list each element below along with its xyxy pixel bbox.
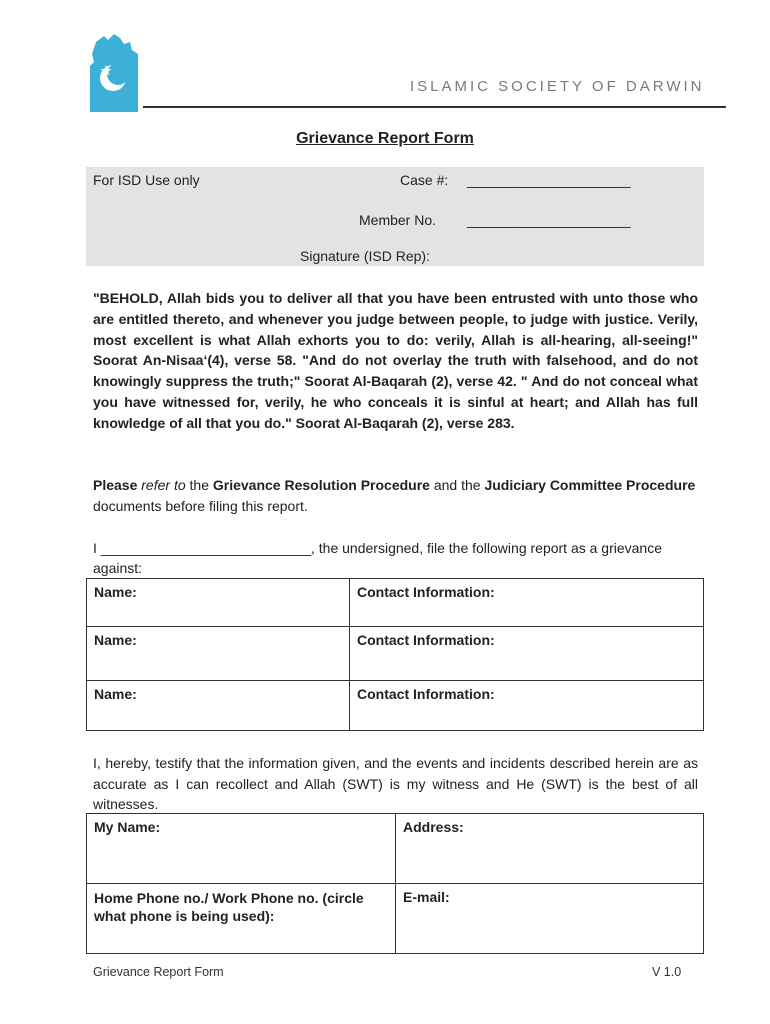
footer-version: V 1.0 — [652, 965, 682, 979]
member-number-label: Member No. — [359, 212, 437, 228]
refer-to-text: refer to — [141, 477, 186, 493]
please-word: Please — [93, 477, 138, 493]
table-row — [87, 814, 704, 884]
i-prefix: I — [93, 540, 97, 556]
email-cell[interactable]: E-mail: — [396, 884, 704, 954]
respondent-name-cell[interactable]: Name: — [87, 579, 350, 627]
respondent-contact-cell[interactable]: Contact Information: — [350, 627, 704, 681]
testimony-paragraph: I, hereby, testify that the information given, and the events and incidents described herein are as accurate as I can recollect and Allah (SWT) is my witness and He (SWT) is the best of all witnesses. — [93, 755, 698, 812]
isd-use-label: For ISD Use only — [93, 172, 200, 188]
organization-name: ISLAMIC SOCIETY OF DARWIN — [410, 78, 705, 95]
undersigned-suffix: , the undersigned, file the following report as a grievance against: — [93, 540, 663, 576]
complainant-details-table — [86, 813, 704, 954]
quran-quote-paragraph: "BEHOLD, Allah bids you to deliver all that you have been entrusted with unto those who are entitled thereto, and whenever you judge between people, to judge with justice. Verily, most excellent is what Allah exhorts you to do: verily, Allah is all-hearing, all-seeing!" Soorat An-Nisaa‘(4), verse 58. "And do not overlay the truth with falsehood, and do not knowingly suppress the truth;" Soorat Al-Baqarah (2), verse 42. " And do not conceal what you have witnessed for, verily, he who conceals it is sinful at heart; and Allah has full knowledge of all that you do." Soorat Al-Baqarah (2), verse 283. — [93, 290, 698, 431]
grievance-procedure-reference: Grievance Resolution Procedure — [212, 477, 430, 493]
northern-territory-crescent-star-logo-icon — [86, 32, 142, 112]
respondent-table — [86, 578, 704, 731]
complainant-name-field[interactable]: ___________________________ — [100, 540, 312, 556]
respondent-name-cell[interactable]: Name: — [87, 627, 350, 681]
judiciary-procedure-reference: Judiciary Committee Procedure — [484, 477, 696, 493]
footer-document-title: Grievance Report Form — [93, 965, 224, 979]
respondent-contact-cell[interactable]: Contact Information: — [350, 681, 704, 731]
address-cell[interactable]: Address: — [396, 814, 704, 884]
case-number-field[interactable]: _____________________ — [467, 172, 631, 188]
table-row — [87, 627, 704, 681]
and-the-text: and the — [433, 477, 481, 493]
member-number-field[interactable]: _____________________ — [467, 212, 631, 228]
undersigned-statement — [93, 538, 698, 578]
documents-before-filing-text: documents before filing this report. — [93, 497, 308, 514]
my-name-cell[interactable]: My Name: — [87, 814, 396, 884]
procedure-reference-paragraph — [93, 475, 698, 516]
form-title: Grievance Report Form — [296, 130, 474, 147]
table-row — [87, 884, 704, 954]
case-number-label: Case #: — [400, 172, 449, 188]
table-row — [87, 579, 704, 627]
isd-rep-signature-label: Signature (ISD Rep): — [300, 248, 430, 264]
the-text: the — [189, 477, 209, 493]
header-divider — [143, 106, 726, 108]
table-row — [87, 681, 704, 731]
phone-cell[interactable]: Home Phone no./ Work Phone no. (circle what phone is being used): — [87, 884, 396, 954]
respondent-name-cell[interactable]: Name: — [87, 681, 350, 731]
respondent-contact-cell[interactable]: Contact Information: — [350, 579, 704, 627]
